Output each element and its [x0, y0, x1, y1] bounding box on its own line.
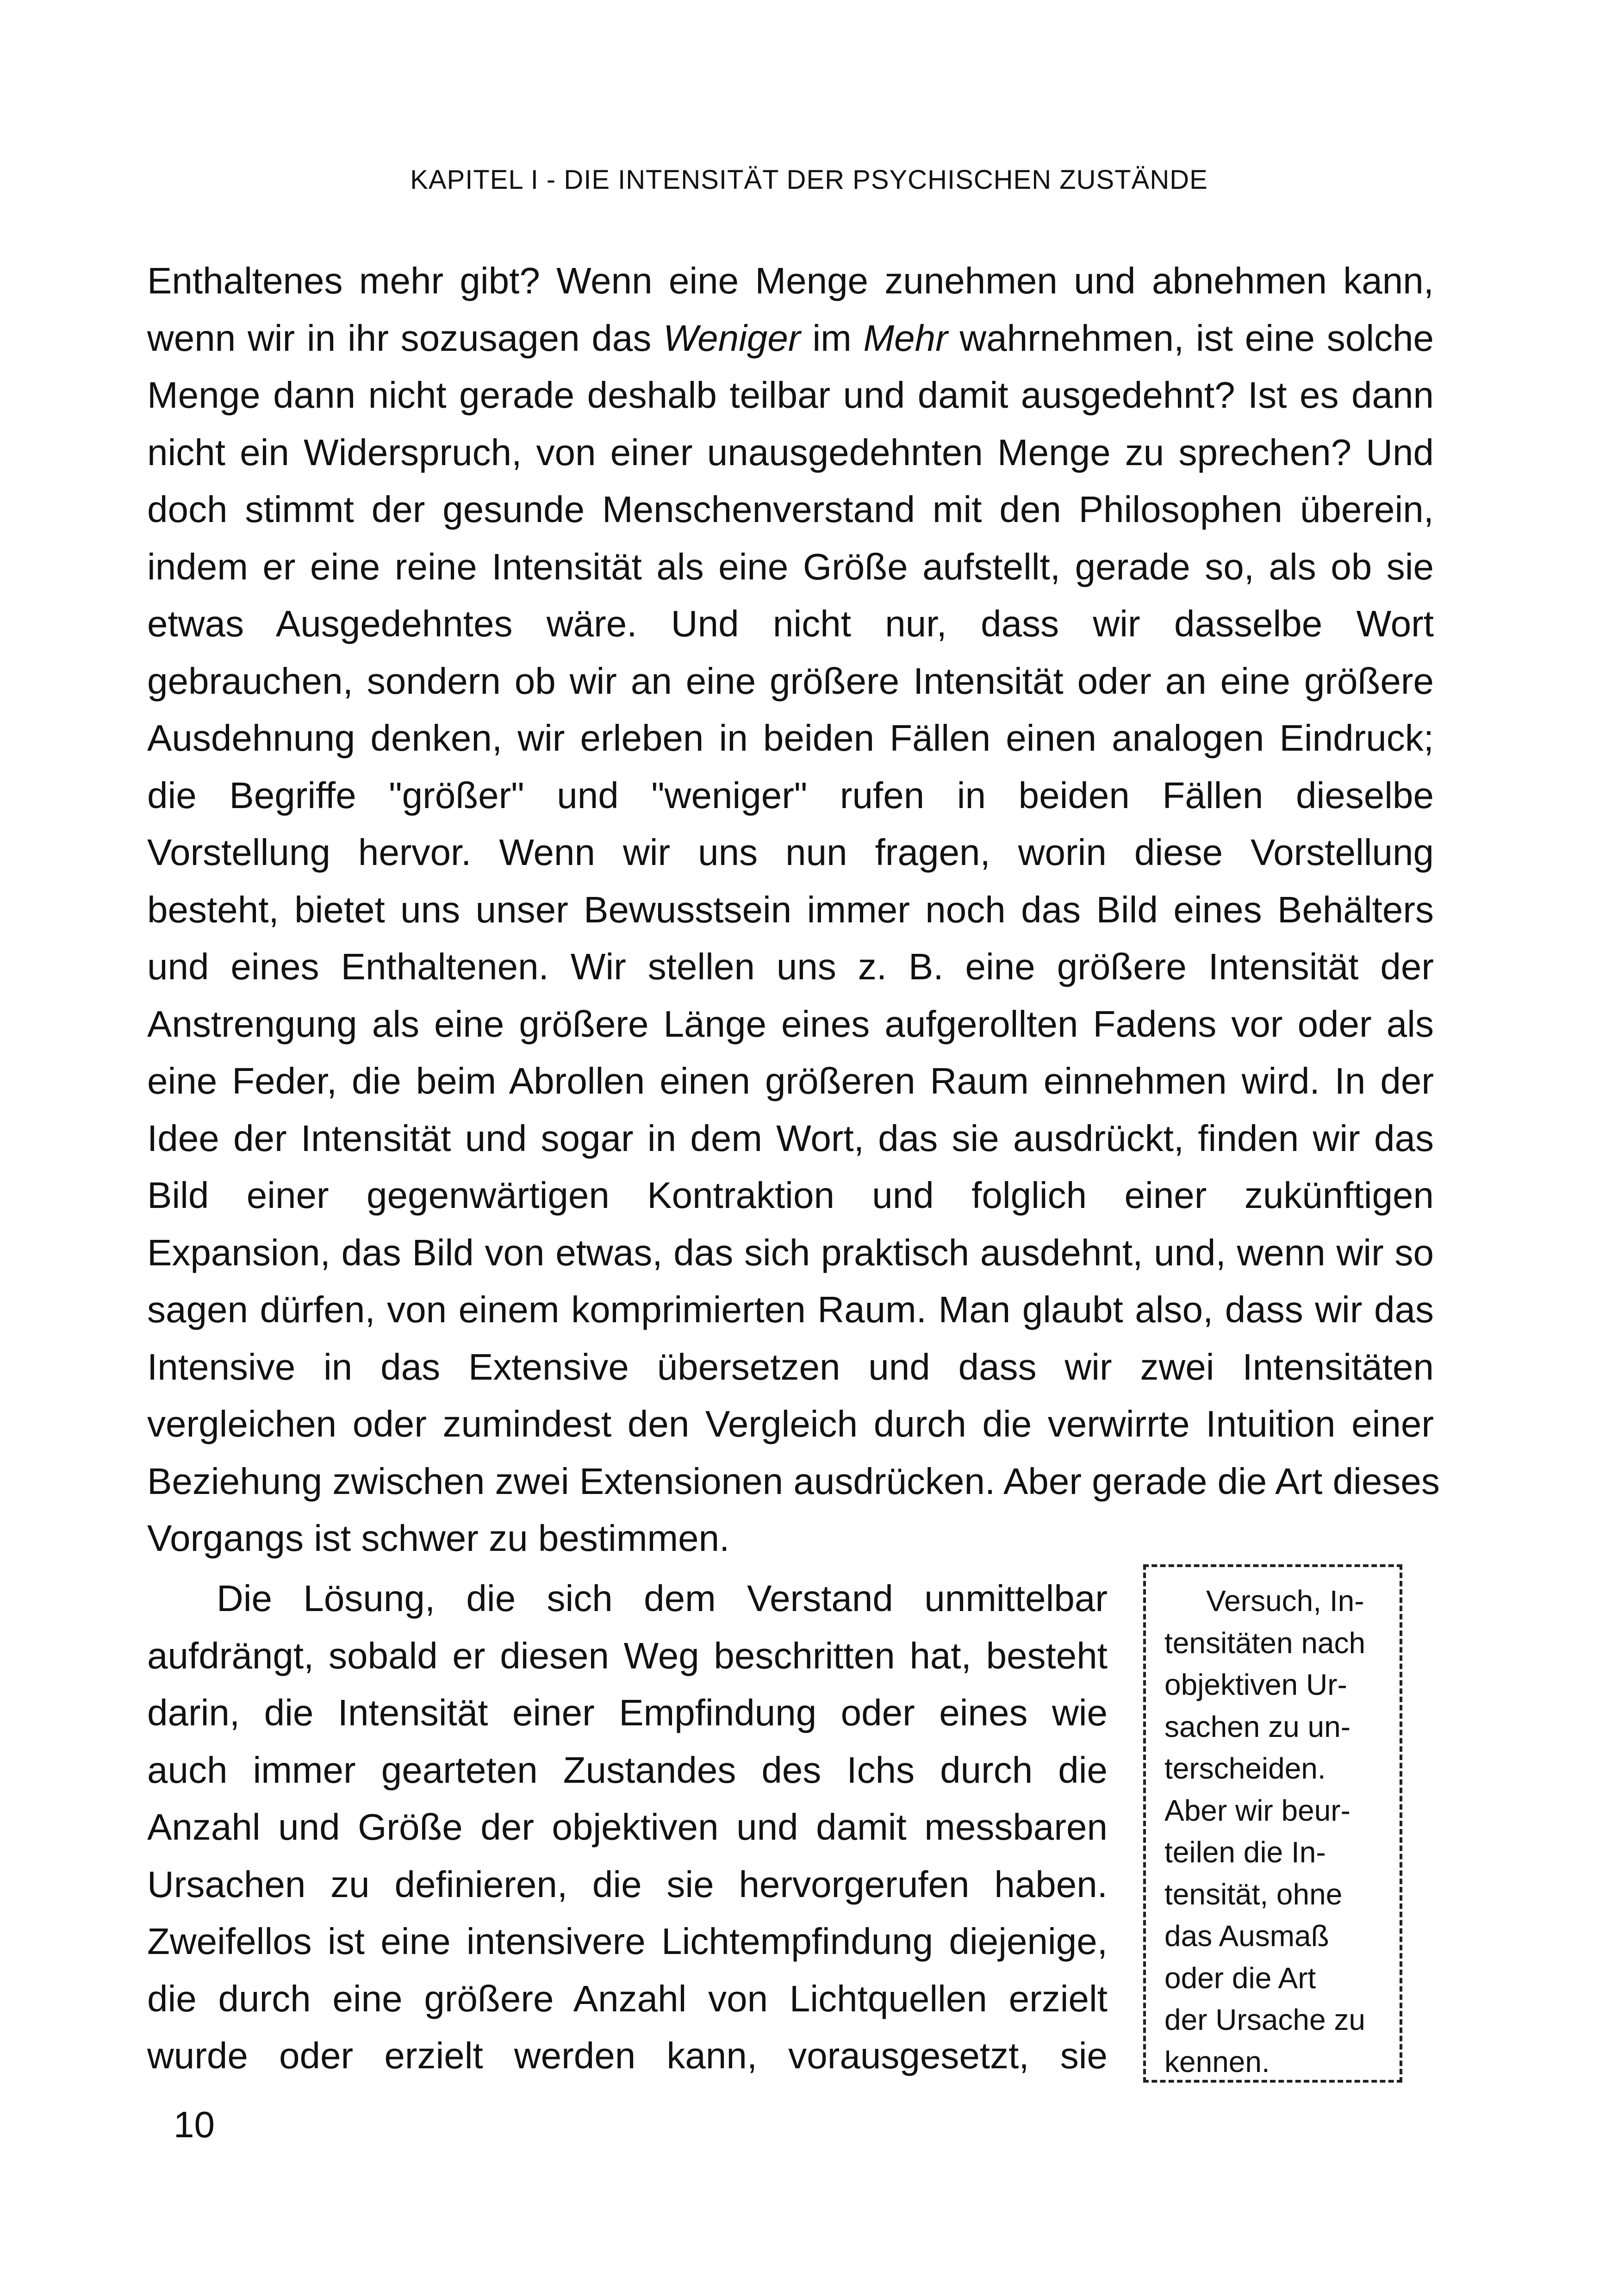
margin-note: [1143, 1564, 1402, 2083]
text-line: die durch eine größere Anzahl von Lichtquellen erzielt: [147, 1978, 1108, 2019]
text-line: besteht, bietet uns unser Bewusstsein immer noch das Bild eines Behälters: [147, 889, 1434, 930]
text-line: und eines Enthaltenen. Wir stellen uns z. B. eine größere Intensität der: [147, 946, 1434, 987]
text-line: indem er eine reine Intensität als eine Größe aufstellt, gerade so, als ob sie: [147, 546, 1434, 587]
text-line: Beziehung zwischen zwei Extensionen ausdrücken. Aber gerade die Art dieses: [147, 1460, 1440, 1502]
text-line: darin, die Intensität einer Empfindung oder eines wie: [147, 1692, 1108, 1733]
margin-note-line: tensität, ohne: [1164, 1877, 1343, 1911]
text-line: Vorstellung hervor. Wenn wir uns nun fragen, worin diese Vorstellung: [147, 832, 1434, 873]
text-line: nicht ein Widerspruch, von einer unausgedehnten Menge zu sprechen? Und: [147, 431, 1434, 473]
margin-note-line: oder die Art: [1164, 1961, 1316, 1995]
text-line: Zweifellos ist eine intensivere Lichtempfindung diejenige,: [147, 1921, 1108, 1962]
margin-note-line: das Ausmaß: [1164, 1919, 1329, 1953]
margin-note-line: terscheiden.: [1164, 1752, 1326, 1785]
margin-note-line: der Ursache zu: [1164, 2003, 1365, 2036]
margin-note-line: sachen zu un-: [1164, 1710, 1351, 1743]
text-line: Anstrengung als eine größere Länge eines aufgerollten Fadens vor oder als: [147, 1003, 1434, 1045]
margin-note-line: objektiven Ur-: [1164, 1668, 1347, 1701]
text-line: Idee der Intensität und sogar in dem Wort, das sie ausdrückt, finden wir das: [147, 1117, 1434, 1159]
running-header: KAPITEL I - DIE INTENSITÄT DER PSYCHISCHEN ZUSTÄNDE: [410, 165, 1208, 195]
text-line: Enthaltenes mehr gibt? Wenn eine Menge zunehmen und abnehmen kann,: [147, 260, 1434, 301]
italic-word: Weniger: [663, 317, 801, 359]
text-line: etwas Ausgedehntes wäre. Und nicht nur, dass wir dasselbe Wort: [147, 603, 1434, 644]
text-line: doch stimmt der gesunde Menschenverstand mit den Philosophen überein,: [147, 489, 1434, 530]
paragraph-1: [147, 252, 1440, 1567]
paragraph-2: [147, 1570, 1108, 2084]
text-line: eine Feder, die beim Abrollen einen größeren Raum einnehmen wird. In der: [147, 1060, 1434, 1101]
margin-note-line: kennen.: [1164, 2045, 1270, 2078]
text-line: die Begriffe "größer" und "weniger" rufen in beiden Fällen dieselbe: [147, 774, 1434, 816]
text-line: sagen dürfen, von einem komprimierten Raum. Man glaubt also, dass wir das: [147, 1289, 1434, 1330]
text-line: Intensive in das Extensive übersetzen und dass wir zwei Intensitäten: [147, 1346, 1434, 1388]
text-line: wenn wir in ihr sozusagen das Weniger im Mehr wahrnehmen, ist eine solche: [147, 317, 1434, 359]
text-line: Menge dann nicht gerade deshalb teilbar und damit ausgedehnt? Ist es dann: [147, 374, 1434, 416]
text-line: Die Lösung, die sich dem Verstand unmittelbar: [217, 1578, 1108, 1619]
text-line: gebrauchen, sondern ob wir an eine größere Intensität oder an eine größere: [147, 660, 1434, 702]
text-line: wurde oder erzielt werden kann, vorausgesetzt, sie: [147, 2035, 1108, 2076]
text-line: aufdrängt, sobald er diesen Weg beschritten hat, besteht: [147, 1635, 1108, 1676]
margin-note-line: teilen die In-: [1164, 1836, 1326, 1869]
text-line: Ursachen zu definieren, die sie hervorgerufen haben.: [147, 1863, 1108, 1905]
text-line: Anzahl und Größe der objektiven und damit messbaren: [147, 1806, 1108, 1848]
margin-note-line: tensitäten nach: [1164, 1626, 1366, 1660]
margin-note-line: Versuch, In-: [1206, 1584, 1364, 1618]
text-line: Expansion, das Bild von etwas, das sich praktisch ausdehnt, und, wenn wir so: [147, 1232, 1434, 1273]
italic-word: Mehr: [863, 317, 948, 359]
text-line: Bild einer gegenwärtigen Kontraktion und folglich einer zukünftigen: [147, 1175, 1434, 1216]
page-number: 10: [174, 2104, 215, 2145]
text-line: vergleichen oder zumindest den Vergleich durch die verwirrte Intuition einer: [147, 1403, 1434, 1444]
text-line: auch immer gearteten Zustandes des Ichs durch die: [147, 1749, 1108, 1791]
margin-note-line: Aber wir beur-: [1164, 1793, 1350, 1827]
text-line: Ausdehnung denken, wir erleben in beiden Fällen einen analogen Eindruck;: [147, 717, 1434, 759]
text-line: Vorgangs ist schwer zu bestimmen.: [147, 1518, 730, 1559]
